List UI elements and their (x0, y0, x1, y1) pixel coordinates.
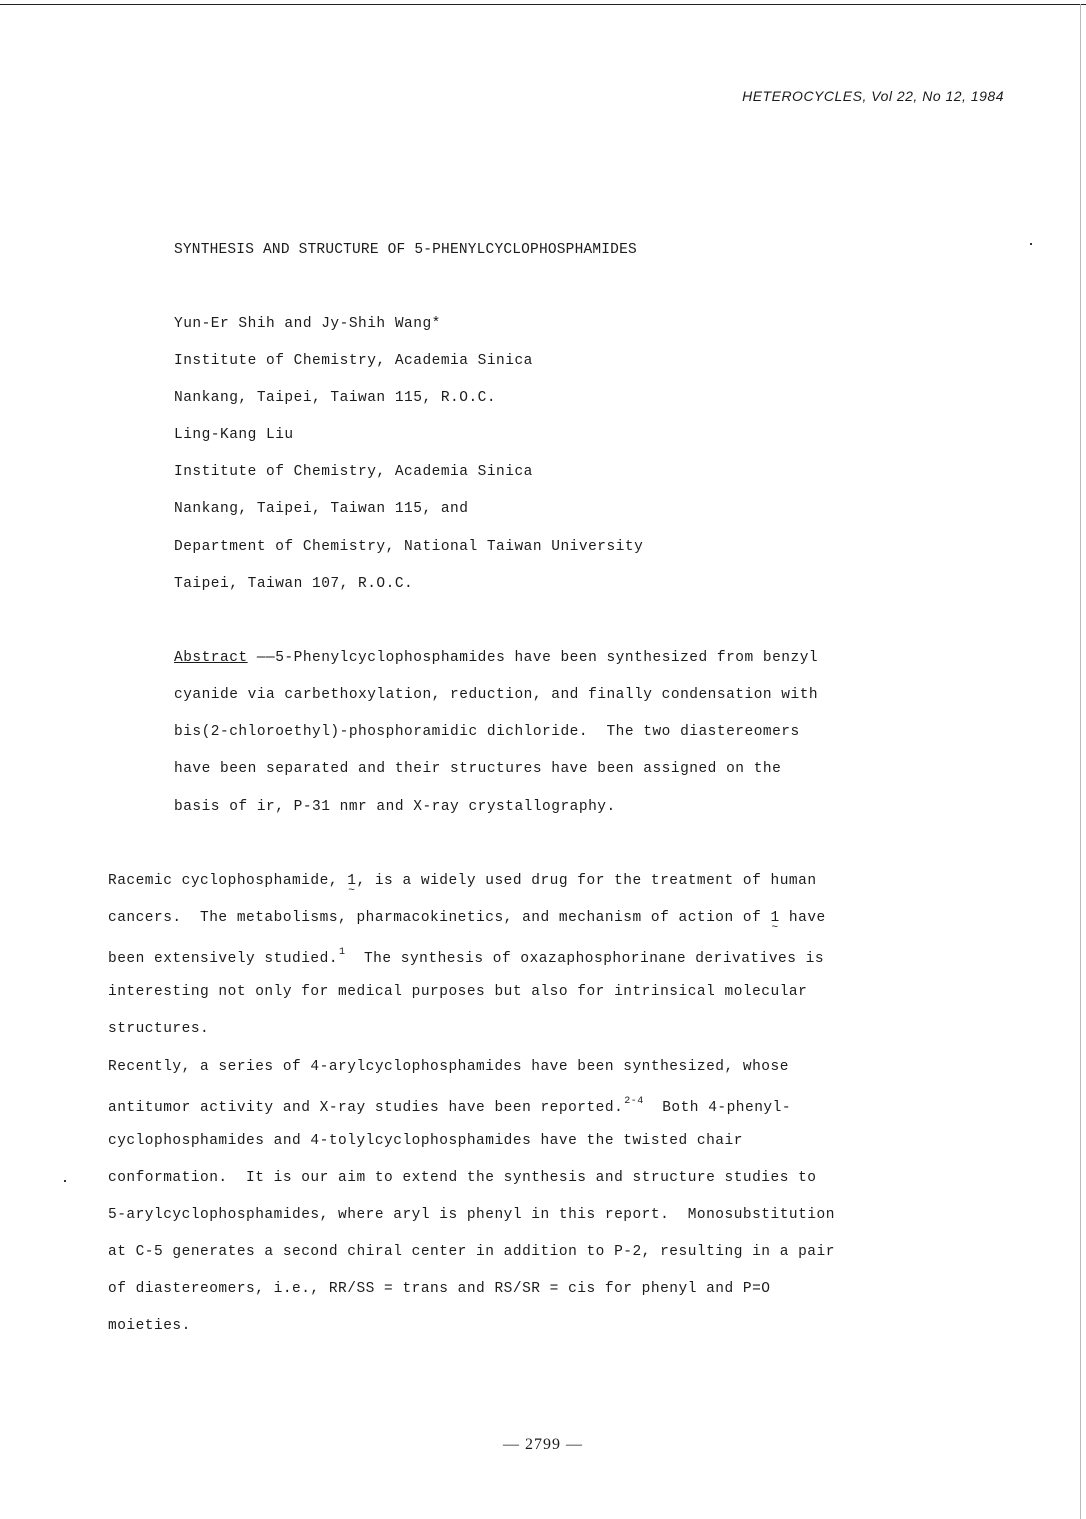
body-text: cancers. The metabolisms, pharmacokinetics, and mechanism of action of (108, 910, 771, 926)
abstract-label: Abstract (174, 650, 248, 666)
scan-speck (1030, 243, 1032, 245)
body-line: at C-5 generates a second chiral center in addition to P-2, resulting in a pair (108, 1244, 835, 1260)
body-line: interesting not only for medical purposes but also for intrinsical molecular (108, 984, 808, 1000)
body-text: The synthesis of oxazaphosphorinane derivatives is (345, 951, 825, 967)
body-line: cyclophosphamides and 4-tolylcyclophosphamides have the twisted chair (108, 1133, 743, 1149)
author-line: Yun-Er Shih and Jy-Shih Wang* (174, 316, 441, 332)
body-line: conformation. It is our aim to extend the synthesis and structure studies to (108, 1170, 817, 1186)
body-line: of diastereomers, i.e., RR/SS = trans and RS/SR = cis for phenyl and P=O (108, 1281, 771, 1297)
affiliation-line: Nankang, Taipei, Taiwan 115, and (174, 501, 469, 517)
affiliation-line: Nankang, Taipei, Taiwan 115, R.O.C. (174, 390, 497, 406)
body-text: Racemic cyclophosphamide, (108, 873, 348, 889)
reference-superscript: 1 (339, 947, 346, 958)
paper-title: SYNTHESIS AND STRUCTURE OF 5-PHENYLCYCLOPHOSPHAMIDES (174, 242, 637, 258)
body-line: moieties. (108, 1318, 191, 1334)
body-line (108, 1096, 791, 1116)
affiliation-line: Taipei, Taiwan 107, R.O.C. (174, 576, 414, 592)
abstract-dash: —— (247, 650, 276, 666)
body-text: , is a widely used drug for the treatment of human (356, 873, 817, 889)
body-line (108, 873, 817, 889)
compound-number: 1 ~ (771, 910, 780, 926)
abstract-line: bis(2-chloroethyl)-phosphoramidic dichloride. The two diastereomers (174, 724, 800, 740)
affiliation-line: Institute of Chemistry, Academia Sinica (174, 464, 533, 480)
body-line (108, 947, 824, 967)
body-line: Recently, a series of 4-arylcyclophosphamides have been synthesized, whose (108, 1059, 789, 1075)
author-line: Ling-Kang Liu (174, 427, 294, 443)
body-line: structures. (108, 1021, 210, 1037)
body-text: antitumor activity and X-ray studies have been reported. (108, 1100, 624, 1116)
compound-number: 1 ~ (347, 873, 356, 889)
body-line: 5-arylcyclophosphamides, where aryl is phenyl in this report. Monosubstitution (108, 1207, 835, 1223)
journal-reference: HETEROCYCLES, Vol 22, No 12, 1984 (742, 88, 1004, 104)
affiliation-line: Department of Chemistry, National Taiwan University (174, 539, 644, 555)
right-rule (1080, 4, 1081, 1519)
body-text: have (779, 910, 826, 926)
body-line (108, 910, 826, 926)
abstract-line (174, 650, 818, 666)
page-number: — 2799 — (503, 1436, 583, 1453)
affiliation-line: Institute of Chemistry, Academia Sinica (174, 353, 533, 369)
scan-speck (64, 1180, 66, 1182)
reference-superscript: 2-4 (624, 1096, 644, 1107)
abstract-text: 5-Phenylcyclophosphamides have been synthesized from benzyl (275, 650, 819, 666)
body-text: been extensively studied. (108, 951, 339, 967)
top-rule (0, 4, 1086, 5)
abstract-line: have been separated and their structures have been assigned on the (174, 761, 782, 777)
abstract-line: basis of ir, P-31 nmr and X-ray crystallography. (174, 799, 616, 815)
body-text: Both 4-phenyl- (643, 1100, 792, 1116)
abstract-line: cyanide via carbethoxylation, reduction, and finally condensation with (174, 687, 819, 703)
